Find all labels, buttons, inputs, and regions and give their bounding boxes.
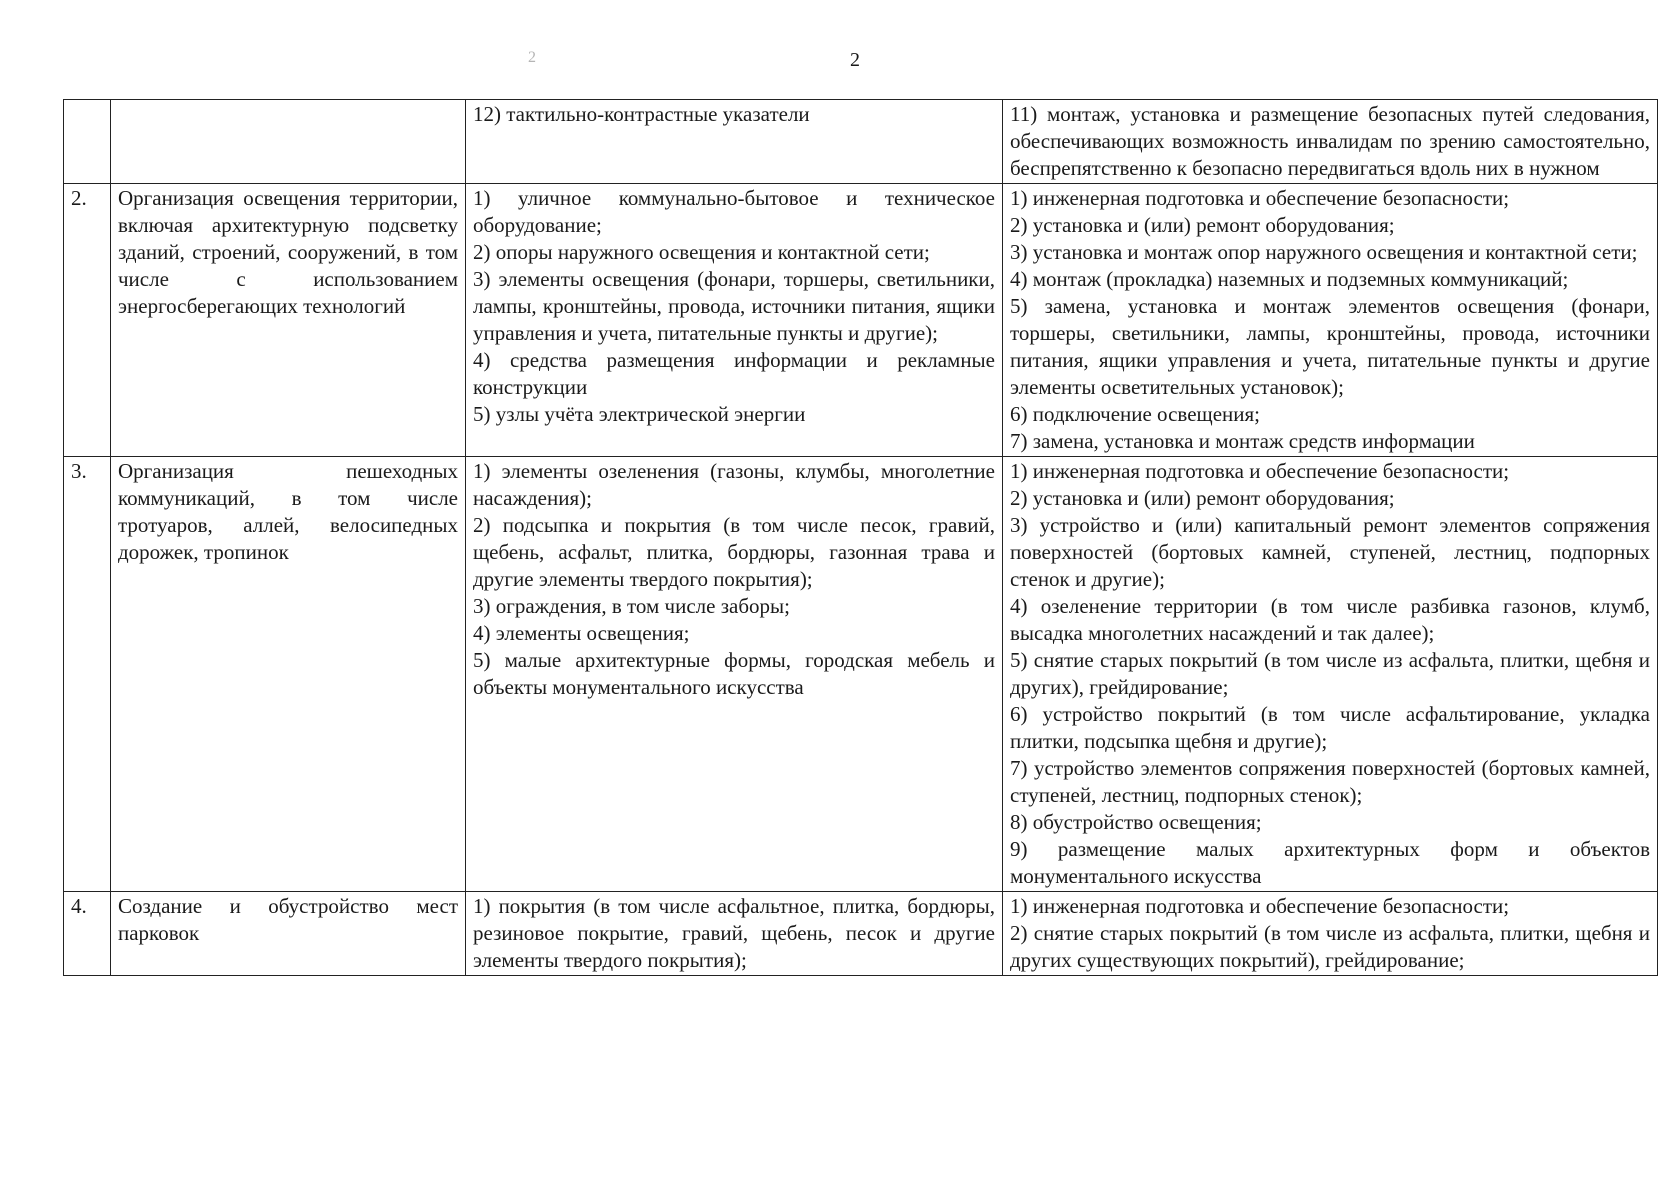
work-item: 6) устройство покрытий (в том числе асфальтирование, укладка плитки, подсыпка щебня и другие); <box>1010 702 1650 753</box>
work-item: 9) размещение малых архитектурных форм и объектов монументального искусства <box>1010 837 1650 888</box>
work-item: 4) озеленение территории (в том числе разбивка газонов, клумб, высадка многолетних насаждений и так далее); <box>1010 594 1650 645</box>
element-item: 1) уличное коммунально-бытовое и техническое оборудование; <box>473 186 995 237</box>
page-number: 2 <box>850 49 860 71</box>
works-cell <box>1003 100 1658 184</box>
works-cell <box>1003 457 1658 892</box>
element-item: 12) тактильно-контрастные указатели <box>473 102 810 126</box>
element-item: 1) элементы озеленения (газоны, клумбы, многолетние насаждения); <box>473 459 995 510</box>
work-item: 2) установка и (или) ремонт оборудования; <box>1010 213 1395 237</box>
elements-cell <box>466 184 1003 457</box>
work-type-cell: Организация освещения территории, включая архитектурную подсветку зданий, строений, сооружений, в том числе с использованием энергосберегающих технологий <box>111 184 466 457</box>
work-type-cell: Организация пешеходных коммуникаций, в том числе тротуаров, аллей, велосипедных дорожек, тропинок <box>111 457 466 892</box>
work-item: 2) снятие старых покрытий (в том числе из асфальта, плитки, щебня и других существующих покрытий), грейдирование; <box>1010 921 1650 972</box>
row-number-cell <box>64 100 111 184</box>
elements-cell <box>466 892 1003 976</box>
table-row <box>64 892 1658 976</box>
element-item: 4) элементы освещения; <box>473 621 690 645</box>
work-item: 4) монтаж (прокладка) наземных и подземных коммуникаций; <box>1010 267 1569 291</box>
work-item: 7) устройство элементов сопряжения поверхностей (бортовых камней, ступеней, лестниц, подпорных стенок); <box>1010 756 1650 807</box>
element-item: 1) покрытия (в том числе асфальтное, плитка, бордюры, резиновое покрытие, гравий, щебень, песок и другие элементы твердого покрытия); <box>473 894 995 972</box>
work-item: 5) снятие старых покрытий (в том числе из асфальта, плитки, щебня и других), грейдирование; <box>1010 648 1650 699</box>
work-item: 1) инженерная подготовка и обеспечение безопасности; <box>1010 186 1510 210</box>
element-item: 4) средства размещения информации и рекламные конструкции <box>473 348 995 399</box>
row-number-cell: 2. <box>64 184 111 457</box>
improvement-works-table <box>63 99 1658 976</box>
work-item: 11) монтаж, установка и размещение безопасных путей следования, обеспечивающих возможность инвалидам по зрению самостоятельно, беспрепятственно к безопасно передвигаться вдоль них в нужном <box>1010 102 1650 180</box>
row-number-cell: 3. <box>64 457 111 892</box>
table-row <box>64 184 1658 457</box>
work-type-cell: Создание и обустройство мест парковок <box>111 892 466 976</box>
elements-cell <box>466 100 1003 184</box>
table-row <box>64 457 1658 892</box>
work-item: 1) инженерная подготовка и обеспечение безопасности; <box>1010 459 1510 483</box>
faint-page-mark: 2 <box>528 49 536 66</box>
work-type-cell <box>111 100 466 184</box>
work-item: 7) замена, установка и монтаж средств информации <box>1010 429 1475 453</box>
element-item: 3) элементы освещения (фонари, торшеры, светильники, лампы, кронштейны, провода, источники питания, ящики управления и учета, питательные пункты и другие); <box>473 267 995 345</box>
work-item: 5) замена, установка и монтаж элементов освещения (фонари, торшеры, светильники, лампы, кронштейны, провода, источники питания, ящики управления и учета, питательные пункты и другие элементы осветительных установок); <box>1010 294 1650 399</box>
element-item: 2) опоры наружного освещения и контактной сети; <box>473 240 930 264</box>
element-item: 2) подсыпка и покрытия (в том числе песок, гравий, щебень, асфальт, плитка, бордюры, газонная трава и другие элементы твердого покрытия); <box>473 513 995 591</box>
table-body <box>64 100 1658 976</box>
work-item: 6) подключение освещения; <box>1010 402 1260 426</box>
element-item: 5) малые архитектурные формы, городская мебель и объекты монументального искусства <box>473 648 995 699</box>
work-item: 8) обустройство освещения; <box>1010 810 1262 834</box>
elements-cell <box>466 457 1003 892</box>
row-number-cell: 4. <box>64 892 111 976</box>
work-item: 1) инженерная подготовка и обеспечение безопасности; <box>1010 894 1510 918</box>
work-item: 3) установка и монтаж опор наружного освещения и контактной сети; <box>1010 240 1638 264</box>
work-item: 3) устройство и (или) капитальный ремонт элементов сопряжения поверхностей (бортовых камней, ступеней, лестниц, подпорных стенок и другие); <box>1010 513 1650 591</box>
element-item: 3) ограждения, в том числе заборы; <box>473 594 790 618</box>
works-cell <box>1003 892 1658 976</box>
element-item: 5) узлы учёта электрической энергии <box>473 402 806 426</box>
works-cell <box>1003 184 1658 457</box>
table-row <box>64 100 1658 184</box>
work-item: 2) установка и (или) ремонт оборудования; <box>1010 486 1395 510</box>
